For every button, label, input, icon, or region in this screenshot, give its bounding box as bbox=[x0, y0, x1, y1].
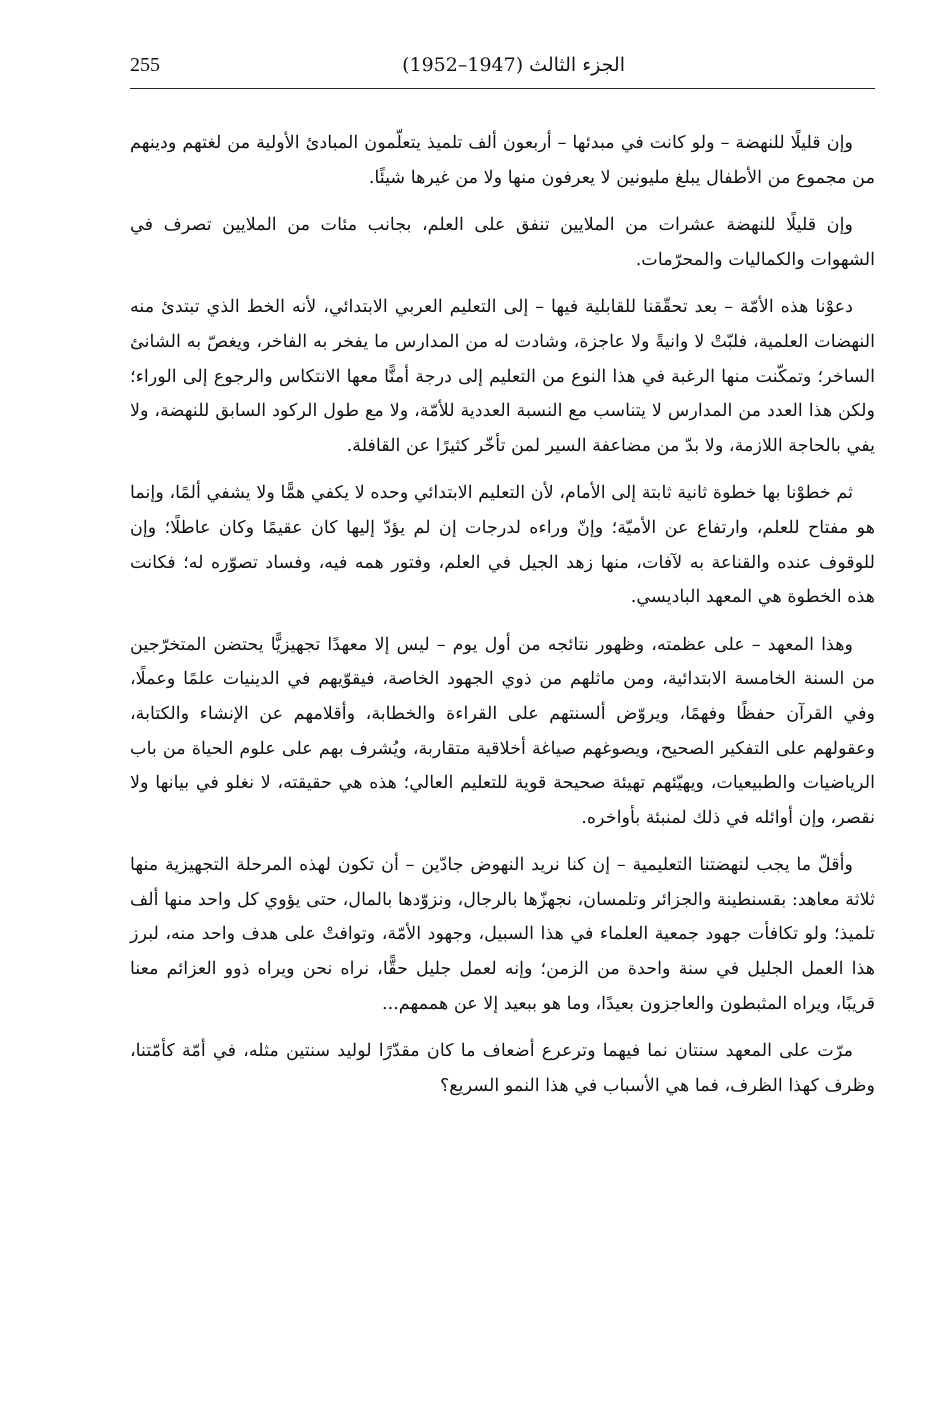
paragraph-3: دعوْنا هذه الأمّة – بعد تحقّقنا للقابلية فيها – إلى التعليم العربي الابتدائي، لأنه الخط الذي تبتدئ منه النهضات العلمية، فلبّتْ لا وانيةً ولا عاجزة، وشادت له من المدارس ما يفخر به الفاخر، ويغصّ به الشانئ الساخر؛ وتمكّنت منها الرغبة في هذا النوع من التعليم إلى درجة أمنًّا معها الانتكاس والرجوع إلى الوراء؛ ولكن هذا العدد من المدارس لا يتناسب مع النسبة العددية للأمّة، ولا مع طول الركود السابق للنهضة، ولا يفي بالحاجة اللازمة، ولا بدّ من مضاعفة السير لمن تأخّر كثيرًا عن القافلة. bbox=[130, 297, 875, 456]
header-rule bbox=[130, 88, 875, 89]
paragraph-7: مرّت على المعهد سنتان نما فيهما وترعرع أضعاف ما كان مقدّرًا لوليد سنتين مثله، في أمّة كأمّتنا، وظرف كهذا الظرف، فما هي الأسباب في هذا النمو السريع؟ bbox=[130, 1041, 875, 1096]
page-header bbox=[130, 50, 875, 90]
paragraph-6: وأقلّ ما يجب لنهضتنا التعليمية – إن كنا نريد النهوض جادّين – أن تكون لهذه المرحلة التجهيزية منها ثلاثة معاهد: بقسنطينة والجزائر وتلمسان، نجهزّها بالرجال، ونزوّدها بالمال، حتى يؤوي كل واحد منها ألف تلميذ؛ ولو تكافأت جهود جمعية العلماء في هذا السبيل، وجهود الأمّة، وتوافتْ على هدف واحد منه، لبرز هذا العمل الجليل في سنة واحدة من الزمن؛ وإنه لعمل جليل حقًّا، نراه نحن ويراه ذوو العزائم معنا قريبًا، ويراه المثبطون والعاجزون بعيدًا، وما هو ببعيد إلا عن هممهم... bbox=[130, 855, 875, 1014]
running-title: الجزء الثالث (1947–1952) bbox=[402, 54, 625, 76]
body-text bbox=[130, 126, 875, 1116]
paragraph-4: ثم خطوْنا بها خطوة ثانية ثابتة إلى الأمام، لأن التعليم الابتدائي وحده لا يكفي همًّا ولا يشفي ألمًا، وإنما هو مفتاح للعلم، وارتفاع عن الأميّة؛ وإنّ وراءه لدرجات إن لم يؤدّ إليها كان عقيمًا وكان عاطلًا؛ وإن للوقوف عنده والقناعة به لآفات، منها زهد الجيل في العلم، وفتور همه فيه، وفساد تصوّره له؛ فكانت هذه الخطوة هي المعهد الباديسي. bbox=[130, 483, 875, 608]
paragraph-1: وإن قليلًا للنهضة – ولو كانت في مبدئها – أربعون ألف تلميذ يتعلّمون المبادئ الأولية من لغتهم ودينهم من مجموع من الأطفال يبلغ مليونين لا يعرفون منها ولا من غيرها شيئًا. bbox=[130, 133, 875, 188]
page-number: 255 bbox=[130, 54, 160, 76]
paragraph-5: وهذا المعهد – على عظمته، وظهور نتائجه من أول يوم – ليس إلا معهدًا تجهيزيًّا يحتضن المتخرّجين من السنة الخامسة الابتدائية، ومن ماثلهم من ذوي الجهود الخاصة، فيقوّيهم في الدينيات علمًا وعملًا، وفي القرآن حفظًا وفهمًا، ويروّض ألسنتهم على القراءة والخطابة، وأقلامهم عن الإنشاء والكتابة، وعقولهم على التفكير الصحيح، ويصوغهم صياغة أخلاقية متقاربة، ويُشرف بهم على علوم الحياة من باب الرياضيات والطبيعيات، ويهيّئهم تهيئة صحيحة قوية للتعليم العالي؛ هذه هي حقيقته، لا نغلو في بيانها ولا نقصر، وإن أوائله في ذلك لمنبئة بأواخره. bbox=[130, 634, 875, 828]
paragraph-2: وإن قليلًا للنهضة عشرات من الملايين تنفق على العلم، بجانب مئات من الملايين تصرف في الشهوات والكماليات والمحرّمات. bbox=[130, 215, 875, 270]
